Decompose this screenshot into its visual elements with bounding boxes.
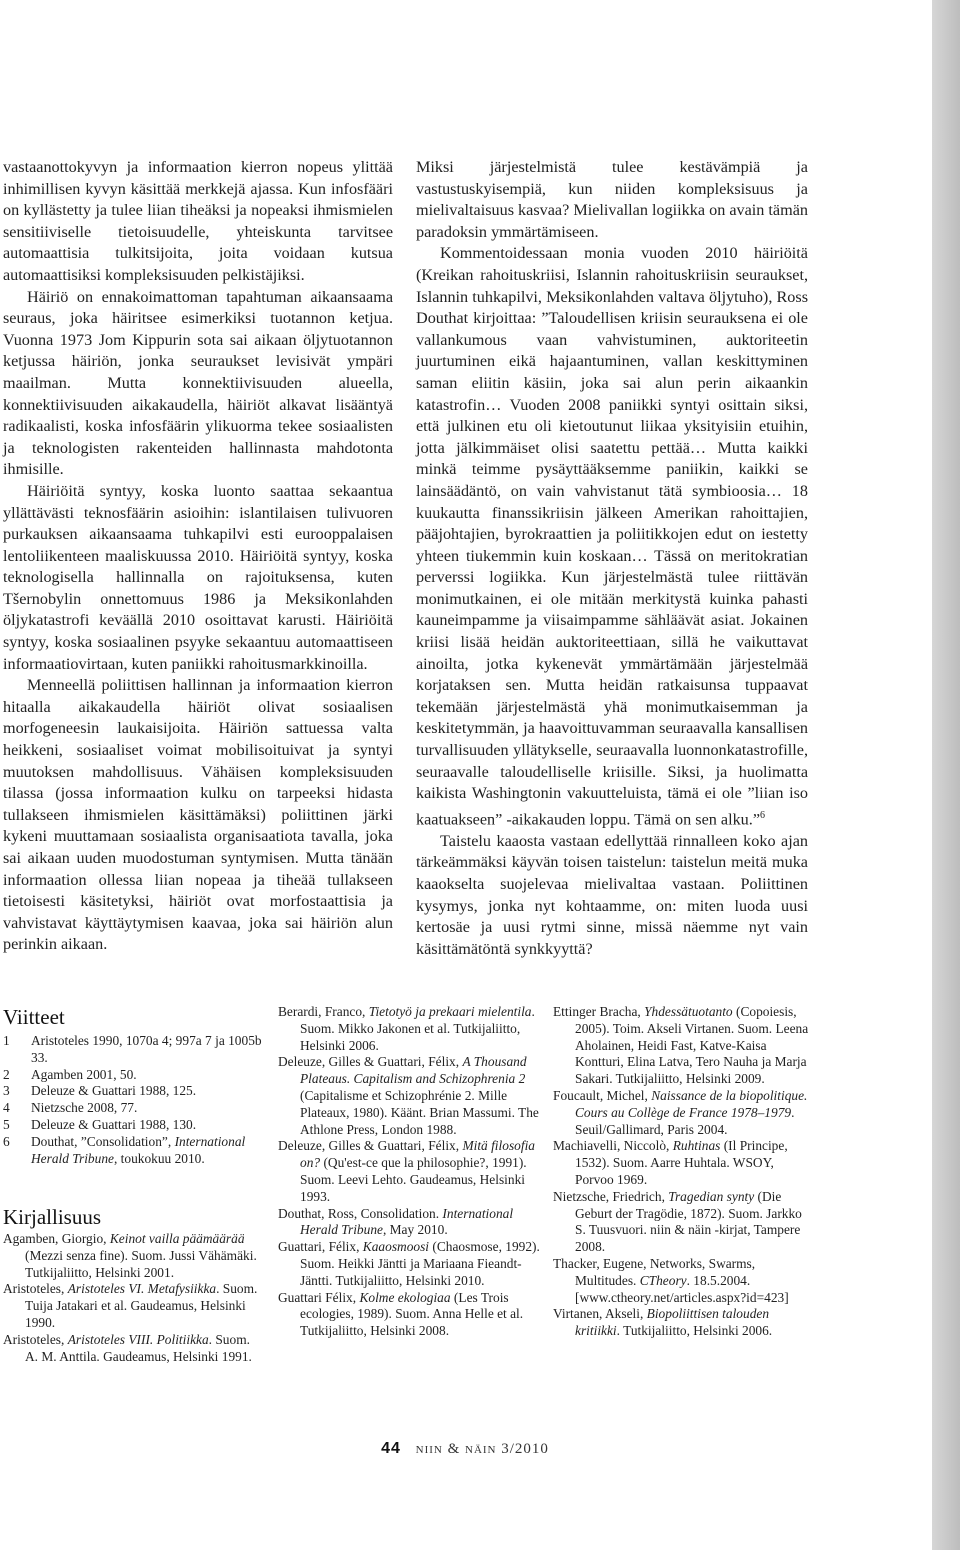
quote-text: Kommentoidessaan monia vuoden 2010 häiriöitä (Kreikan rahoituskriisi, Islannin rahoituskriisin seuraukset, Islannin tuhkapilvi, Meksikonlahden valtava öljytuho), Ross Douthat kirjoittaa: ”Taloudellisen kriisin seurauksena ei ole vallankumous vaan vahvistuminen, auktoriteetin juurtuminen eikä hajaantuminen, vallan keskittyminen saman eliitin käsiin, joka sai alun perin aikaankin katastrofin… Vuoden 2008 paniikki syntyi osittain siksi, että julkinen etu oli kietoutunut liikaa yksityisiin etuihin, jotta jälkimmäiset olisi saatettu pettää… Mutta kaikki minkä teimme pysäyttääksemme paniikin, kaikki se lainsäädäntö, on vain vahvistanut tätä symbioosia… 18 kuukautta finanssikriisin jälkeen Amerikan rahoittajien, pääjohtajien, byrokraattien ja poliitikkojen edut on iestetty yhteen tiukemmin kuin koskaan… Tässä on meritokratian perverssi logiikka. Kun järjestelmästä tulee riittävän monimutkainen, ei ole mitään merkitystä kuinka pahasti kauneimpamme ja viisaimpamme sähläävät asiat. Jokainen kriisi lisää heidän auktoriteettiaan, sillä he vaikuttavat ainoilta, jotka kykenevät ymmärtämään järjestelmää korjataksen sen. Mutta heidän ratkaisunsa tuppaavat tekemään järjestelmästä yhä monimutkaisemman ja keskitetymmän, ja haavoittuvamman seuraavalla kansallisen turvallisuuden yllätykselle, seuraavalla luonnonkatastrofille, seuraavalle taloudelliselle kriisille. Siksi, ja huolimatta kaikista Washingtonin vakuutteluista, tämä ei ole ”liian iso kaatuakseen” -aikakauden loppu. Tämä on sen alku.” xyxy=(416,244,808,829)
note-item xyxy=(3,1083,268,1100)
bib-title: CTheory xyxy=(639,1272,687,1288)
note-text-part: Douthat, ”Consolidation”, xyxy=(31,1133,175,1149)
bib-title: Naissance de la biopolitique. Cours au Collège de France 1978–1979 xyxy=(575,1087,808,1120)
bib-author: Deleuze, Gilles & Guattari, Félix, xyxy=(278,1054,463,1070)
bib-details: . Seuil/Gallimard, Paris 2004. xyxy=(575,1104,795,1137)
note-item xyxy=(3,1100,268,1117)
bib-title: A Thousand Plateaus. Capitalism and Schizophrenia 2 xyxy=(300,1054,527,1087)
page-number: 44 xyxy=(381,1440,401,1457)
notes-heading: Viitteet xyxy=(3,1005,65,1029)
note-text: Agamben 2001, 50. xyxy=(31,1066,137,1082)
bib-entry xyxy=(553,1256,815,1306)
body-paragraph-quote xyxy=(416,243,808,830)
bib-author: Thacker, Eugene, Networks, Swarms, Multitudes. xyxy=(553,1255,756,1288)
note-item xyxy=(3,1134,268,1168)
bibliography-column-1 xyxy=(3,1231,265,1365)
bibliography-column-3 xyxy=(553,1004,815,1340)
bib-title: Kolme ekologiaa xyxy=(359,1289,451,1305)
bib-entry xyxy=(553,1189,815,1256)
bib-author: Guattari Félix, xyxy=(278,1289,360,1305)
note-item xyxy=(3,1033,268,1067)
bib-entry xyxy=(278,1004,540,1054)
bib-author: Guattari, Félix, xyxy=(278,1239,363,1255)
body-paragraph: Häiriöitä syntyy, koska luonto saattaa sekaantua yllättävästi teknosfäärin asioihin: islantilaisen tulivuoren purkauksen aikaansaama tuhkapilvi esti eurooppalaisen lentoliikenteen maaliskuussa 2010. Häiriöitä syntyy, koska teknologisella hallinnalla on rajoituksensa, kuten Tšernobylin onnettomuus 1986 ja Meksikonlahden öljykatastrofi keväällä 2010 osoittavat karusti. Häiriöitä syntyy, koska sosiaalinen psyyke sekaantuu automaattiseen informaatiovirtaan, kuten paniikki rahoitusmarkkinoilla. xyxy=(3,481,393,673)
body-paragraph: Menneellä poliittisen hallinnan ja informaation kierron hitaalla aikakaudella häiriöt olivat sosiaalisen morfogeneesin laukaisijoita. Häiriön sattuessa valta heikkeni, sosiaaliset voimat mobilisoituivat ja syntyi muutoksen mahdollisuus. Vähäisen kompleksisuuden tilassa (jossa informaation kulku on tarpeeksi hidasta tullakseen ihmismielen käsittämäksi) poliittinen järki kykeni muuttamaan sosiaalista organisaatiota tavalla, joka sai aikaan uuden muodostuman syntymisen. Mutta tänään informaation ollessa liian nopeaa ja tiheää tullakseen tietoisesti käsitetyksi, häiriöt ovat morfostaattisia ja vahvistavat käyttäytymisen kaavaa, joka sai häiriön alun perinkin aikaan. xyxy=(3,676,393,954)
bib-details: . Suom. Tuija Jatakari et al. Gaudeamus, Helsinki 1990. xyxy=(25,1281,258,1330)
bib-entry xyxy=(278,1054,540,1138)
bib-author: Agamben, Giorgio, xyxy=(3,1231,110,1246)
bib-details: (Les Trois ecologies, 1989). Suom. Anna Helle et al. Tutkijaliitto, Helsinki 2008. xyxy=(300,1289,524,1339)
bib-author: Machiavelli, Niccolò, xyxy=(553,1138,673,1154)
bib-title: Tietotyö ja prekaari mielentila xyxy=(368,1004,532,1019)
bib-author: Berardi, Franco, xyxy=(278,1004,369,1019)
page-edge-strip xyxy=(932,0,960,1550)
bib-details: . Tutkijaliitto, Helsinki 2006. xyxy=(616,1323,773,1339)
note-number: 5 xyxy=(3,1116,10,1132)
bib-author: Virtanen, Akseli, xyxy=(553,1306,647,1322)
bib-author: Douthat, Ross, Consolidation. xyxy=(278,1205,443,1221)
bib-details: (Die Geburt der Tragödie, 1872). Suom. Jarkko S. Tuusvuori. niin & näin -kirjat, Tampere 2008. xyxy=(575,1188,802,1255)
bib-entry xyxy=(278,1290,540,1340)
bib-entry xyxy=(553,1004,815,1088)
note-number: 6 xyxy=(3,1133,10,1149)
bib-details: . 18.5.2004. [www.ctheory.net/articles.aspx?id=423] xyxy=(575,1272,789,1305)
body-column-left xyxy=(3,157,393,956)
notes-list xyxy=(3,1033,268,1167)
bib-details: (Il Principe, 1532). Suom. Aarre Huhtala. WSOY, Porvoo 1969. xyxy=(575,1138,788,1187)
note-text: Deleuze & Guattari 1988, 130. xyxy=(31,1116,197,1132)
body-paragraph: Häiriö on ennakoimattoman tapahtuman aikaansaama seuraus, joka häiritsee esimerkiksi tuotannon ketjua. Vuonna 1973 Jom Kippurin sota sai aikaan öljytuotannon ketjussa häiriön, jonka seuraukset levisivät ympäri maailman. Mutta konnektiivisuuden alueella, konnektiivisuuden aikakaudella, häiriöt alkavat lisääntyä radikaalisti, koska infosfäärin ylikuorma tekee sosiaalisten ja teknologisten rakenteiden hallinnasta mahdotonta ihmisille. xyxy=(3,287,393,479)
bib-details: . Suom. Mikko Jakonen et al. Tutkijaliitto, Helsinki 2006. xyxy=(300,1004,535,1053)
bib-entry xyxy=(553,1138,815,1188)
bib-entry xyxy=(278,1138,540,1205)
bib-details: (Qu'est-ce que la philosophie?, 1991). Suom. Leevi Lehto. Gaudeamus, Helsinki 1993. xyxy=(300,1155,527,1204)
bib-author: Foucault, Michel, xyxy=(553,1087,652,1103)
bib-details: , May 2010. xyxy=(382,1222,448,1238)
bib-title: Aristoteles VIII. Politiikka xyxy=(67,1331,209,1347)
bib-details: (Chaosmose, 1992). Suom. Heikki Jäntti ja Mariaana Fieandt-Jäntti. Tutkijaliitto, Helsinki 2010. xyxy=(300,1239,540,1288)
body-paragraph: Taistelu kaaosta vastaan edellyttää rinnalleen koko ajan tärkeämmäksi käyvän toisen taistelun: taistelun meitä muka kaaokselta suojelevaa mielivaltaa vastaan. Poliittinen kysymys, jonka nyt kohtaamme, on: miten luoda uusi kertosäe ja uusi rytmi sinne, missä näemme nyt vain käsittämätöntä synkkyyttä? xyxy=(416,831,808,958)
bib-title: Ruhtinas xyxy=(672,1138,721,1154)
note-text: Nietzsche 2008, 77. xyxy=(31,1100,138,1116)
bib-entry xyxy=(3,1231,265,1281)
note-number: 3 xyxy=(3,1083,10,1099)
note-item xyxy=(3,1117,268,1134)
bib-title: International Herald Tribune xyxy=(300,1205,514,1238)
bib-title: Tragedian synty xyxy=(668,1188,755,1204)
note-number: 1 xyxy=(3,1033,10,1048)
bib-title: Biopoliittisen talouden kritiikki xyxy=(575,1306,770,1339)
note-number: 4 xyxy=(3,1100,10,1116)
page-footer xyxy=(0,1440,930,1458)
bib-details: (Mezzi senza fine). Suom. Jussi Vähämäki. Tutkijaliitto, Helsinki 2001. xyxy=(25,1247,257,1280)
body-paragraph: vastaanottokyvyn ja informaation kierron nopeus ylittää inhimillisen kyvyn käsittää merkkejä ajassa. Kun infosfääri on kyllästetty ja tulee liian tiheäksi ja nopeaksi ihmismielen sensitiiviselle tietoisuudelle, yhteiskunta tarvitsee automaattisia tulkitsijoita, joita voidaan kutsua automaattisiksi kompleksisuuden pelkistäjiksi. xyxy=(3,158,393,284)
bib-entry xyxy=(3,1281,265,1331)
bib-entry xyxy=(3,1332,265,1366)
note-text-part: , toukokuu 2010. xyxy=(113,1150,205,1166)
note-text xyxy=(31,1134,268,1168)
bib-title: Kaaosmoosi xyxy=(362,1239,430,1255)
bibliography-heading: Kirjallisuus xyxy=(3,1205,101,1229)
journal-title: niin & näin 3/2010 xyxy=(415,1441,549,1457)
bibliography-column-2 xyxy=(278,1004,540,1340)
note-text-italic: International Herald Tribune xyxy=(31,1133,246,1166)
bib-title: Mitä filosofia on? xyxy=(300,1138,535,1171)
bib-entry xyxy=(278,1206,540,1240)
note-text: Aristoteles 1990, 1070a 4; 997a 7 ja 1005b 33. xyxy=(31,1033,262,1065)
bib-entry xyxy=(553,1306,815,1340)
bib-details: . Suom. A. M. Anttila. Gaudeamus, Helsinki 1991. xyxy=(25,1331,252,1364)
body-column-right xyxy=(416,157,808,960)
bib-title: Yhdessätuotanto xyxy=(644,1004,733,1019)
note-number: 2 xyxy=(3,1066,10,1082)
note-text: Deleuze & Guattari 1988, 125. xyxy=(31,1083,197,1099)
bib-entry xyxy=(553,1088,815,1138)
bib-author: Ettinger Bracha, xyxy=(553,1004,645,1019)
note-item xyxy=(3,1067,268,1084)
bib-details: (Copoiesis, 2005). Toim. Akseli Virtanen. Suom. Leena Aholainen, Heidi Fast, Katve-Kaisa Kontturi, Elina Latva, Tero Nauha ja Marja Sakari. Tutkijaliitto, Helsinki 2009. xyxy=(575,1004,809,1087)
bib-title: Aristoteles VI. Metafysiikka xyxy=(67,1281,217,1297)
footnote-marker: 6 xyxy=(760,809,765,821)
bib-entry xyxy=(278,1239,540,1289)
bib-author: Deleuze, Gilles & Guattari, Félix, xyxy=(278,1138,463,1154)
bib-author: Nietzsche, Friedrich, xyxy=(553,1188,669,1204)
bib-title: Keinot vailla päämäärää xyxy=(109,1231,245,1246)
body-paragraph: Miksi järjestelmistä tulee kestävämpiä ja vastustuskyisempiä, kun niiden kompleksisuus ja mielivaltaisuus kasvaa? Mielivallan logiikka on avain tämän paradoksin ymmärtämiseen. xyxy=(416,158,808,241)
bib-author: Aristoteles, xyxy=(3,1331,68,1347)
bib-details: (Capitalisme et Schizophrénie 2. Mille Plateaux, 1980). Käänt. Brian Massumi. The Athlone Press, London 1988. xyxy=(300,1087,539,1137)
bib-author: Aristoteles, xyxy=(3,1281,68,1297)
